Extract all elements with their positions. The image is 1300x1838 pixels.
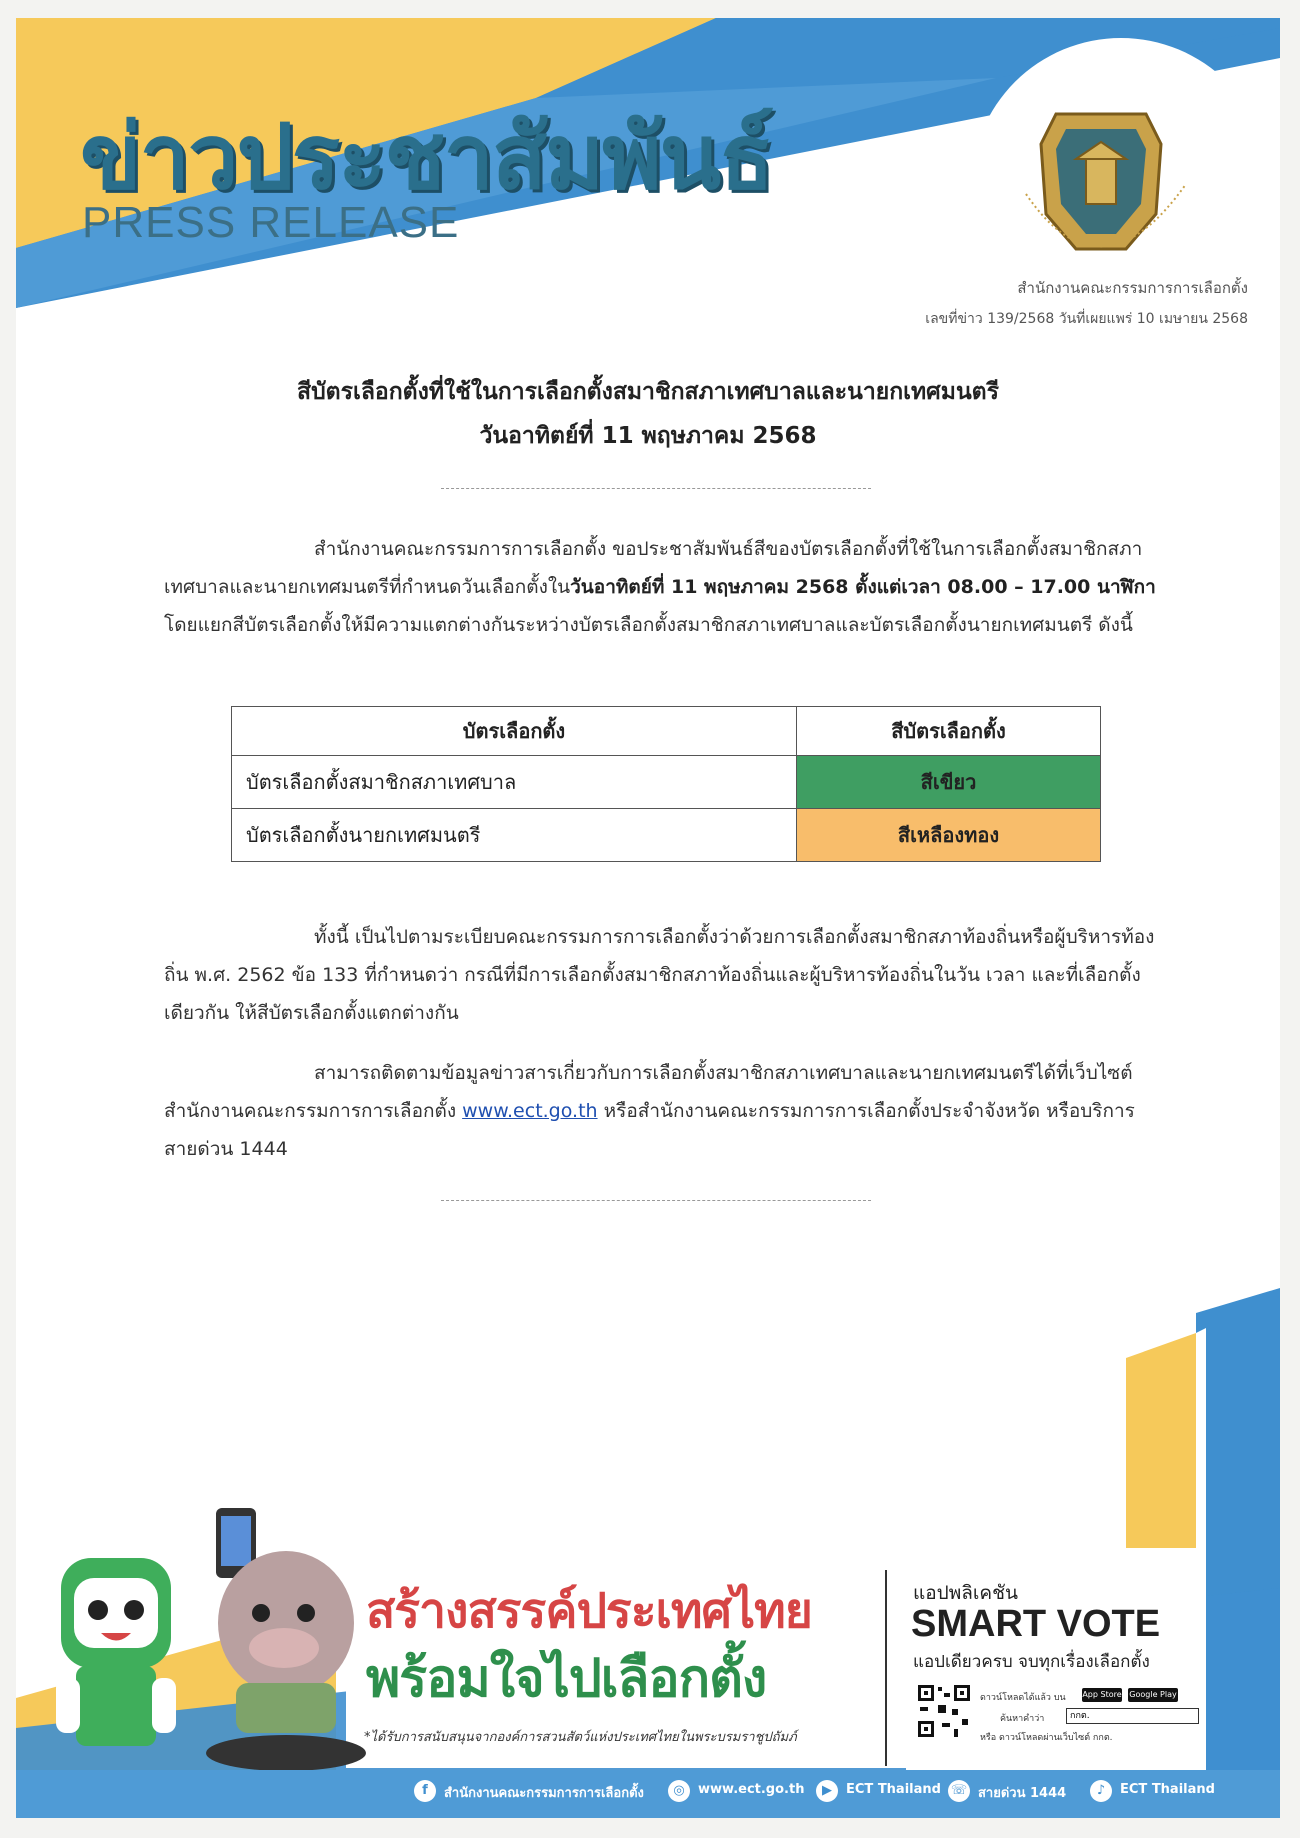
press-release-page — [16, 18, 1280, 1818]
ballot-color-table — [231, 706, 1101, 862]
ballot-color-gold: สีเหลืองทอง — [797, 809, 1101, 862]
slogan-line1: สร้างสรรค์ประเทศไทย — [366, 1583, 812, 1639]
paragraph-regulation — [164, 918, 1164, 1032]
para3-text-a: สามารถติดตามข้อมูลข่าวสารเกี่ยวกับการเลือกตั้งสมาชิกสภาเทศบาลและนายกเทศมนตรีได้ที่เว็บไซต์สำนักงานคณะกรรมการการเลือกตั้ง — [164, 1062, 1133, 1122]
app-name: SMART VOTE — [911, 1603, 1161, 1645]
header-title-en: PRESS RELEASE — [82, 198, 460, 247]
ballot-name: บัตรเลือกตั้งนายกเทศมนตรี — [232, 809, 797, 862]
divider-bottom — [441, 1200, 871, 1201]
header-title-th: ข่าวประชาสัมพันธ์ — [80, 105, 773, 210]
app-tagline: แอปเดียวครบ จบทุกเรื่องเลือกตั้ง — [913, 1652, 1150, 1672]
ect-seal-logo — [986, 104, 1216, 284]
para3-text-b: หรือสำนักงานคณะกรรมการการเลือกตั้งประจำจังหวัด หรือบริการสายด่วน 1444 — [164, 1100, 1135, 1160]
table-header-color: สีบัตรเลือกตั้ง — [797, 707, 1101, 756]
divider-top — [441, 488, 871, 489]
search-label: ค้นหาคำว่า — [1000, 1714, 1045, 1724]
facebook-icon[interactable]: f — [414, 1780, 436, 1802]
google-play-badge[interactable]: Google Play — [1128, 1688, 1178, 1702]
document-date: วันอาทิตย์ที่ 11 พฤษภาคม 2568 — [479, 423, 817, 449]
ect-website-link[interactable]: www.ect.go.th — [462, 1100, 598, 1122]
table-header-ballot: บัตรเลือกตั้ง — [232, 707, 797, 756]
para1-text-b: โดยแยกสีบัตรเลือกตั้งให้มีความแตกต่างกันระหว่างบัตรเลือกตั้งสมาชิกสภาเทศบาลและบัตรเลือกตั้งนายกเทศมนตรี ดังนี้ — [164, 614, 1133, 636]
document-title: สีบัตรเลือกตั้งที่ใช้ในการเลือกตั้งสมาชิกสภาเทศบาลและนายกเทศมนตรี — [297, 379, 999, 405]
slogan-line2: พร้อมใจไปเลือกตั้ง — [366, 1649, 767, 1709]
table-header-row — [232, 707, 1101, 756]
web-download-note: หรือ ดาวน์โหลดผ่านเว็บไซต์ กกต. — [980, 1733, 1113, 1743]
website-icon[interactable]: ◎ — [668, 1780, 690, 1802]
sponsor-footnote: *ได้รับการสนับสนุนจากองค์การสวนสัตว์แห่งประเทศไทยในพระบรมราชูปถัมภ์ — [364, 1730, 797, 1745]
download-label: ดาวน์โหลดได้แล้ว บน — [980, 1693, 1066, 1703]
search-value: กกต. — [1070, 1711, 1090, 1721]
app-label: แอปพลิเคชัน — [913, 1582, 1018, 1604]
ballot-name: บัตรเลือกตั้งสมาชิกสภาเทศบาล — [232, 756, 797, 809]
green-mascot — [56, 1558, 176, 1746]
youtube-icon[interactable]: ▶ — [816, 1780, 838, 1802]
phone-icon[interactable]: ☏ — [948, 1780, 970, 1802]
tiktok-link[interactable]: ECT Thailand — [1120, 1782, 1215, 1797]
website-link[interactable]: www.ect.go.th — [698, 1782, 805, 1797]
ballot-color-green: สีเขียว — [797, 756, 1101, 809]
qr-code-icon[interactable] — [916, 1683, 972, 1739]
para2-text: ทั้งนี้ เป็นไปตามระเบียบคณะกรรมการการเลือกตั้งว่าด้วยการเลือกตั้งสมาชิกสภาท้องถิ่นหรือผู้บริหารท้องถิ่น พ.ศ. 2562 ข้อ 133 ที่กำหนดว่า กรณีที่มีการเลือกตั้งสมาชิกสภาท้องถิ่นและผู้บริหารท้องถิ่นในวัน เวลา และที่เลือกตั้งเดียวกัน ให้สีบัตรเลือกตั้งแตกต่างกัน — [164, 926, 1155, 1024]
release-meta: เลขที่ข่าว 139/2568 วันที่เผยแพร่ 10 เมษายน 2568 — [925, 311, 1248, 327]
paragraph-intro — [164, 530, 1164, 644]
para1-bold: วันอาทิตย์ที่ 11 พฤษภาคม 2568 ตั้งแต่เวลา 08.00 – 17.00 นาฬิกา — [570, 576, 1156, 598]
app-search-box[interactable] — [1066, 1708, 1199, 1724]
tiktok-icon[interactable]: ♪ — [1090, 1780, 1112, 1802]
app-store-badge[interactable]: App Store — [1082, 1688, 1122, 1702]
table-row — [232, 756, 1101, 809]
youtube-link[interactable]: ECT Thailand — [846, 1782, 941, 1797]
paragraph-contact — [164, 1054, 1164, 1168]
para1-text-a: สำนักงานคณะกรรมการการเลือกตั้ง ขอประชาสัมพันธ์สีของบัตรเลือกตั้งที่ใช้ในการเลือกตั้งสมาชิกสภาเทศบาลและนายกเทศมนตรีที่กำหนดวันเลือกตั้งใน — [164, 538, 1143, 598]
hotline-link[interactable]: สายด่วน 1444 — [978, 1786, 1067, 1801]
facebook-link[interactable]: สำนักงานคณะกรรมการการเลือกตั้ง — [444, 1786, 644, 1801]
org-name: สำนักงานคณะกรรมการการเลือกตั้ง — [1017, 279, 1248, 297]
table-row — [232, 809, 1101, 862]
